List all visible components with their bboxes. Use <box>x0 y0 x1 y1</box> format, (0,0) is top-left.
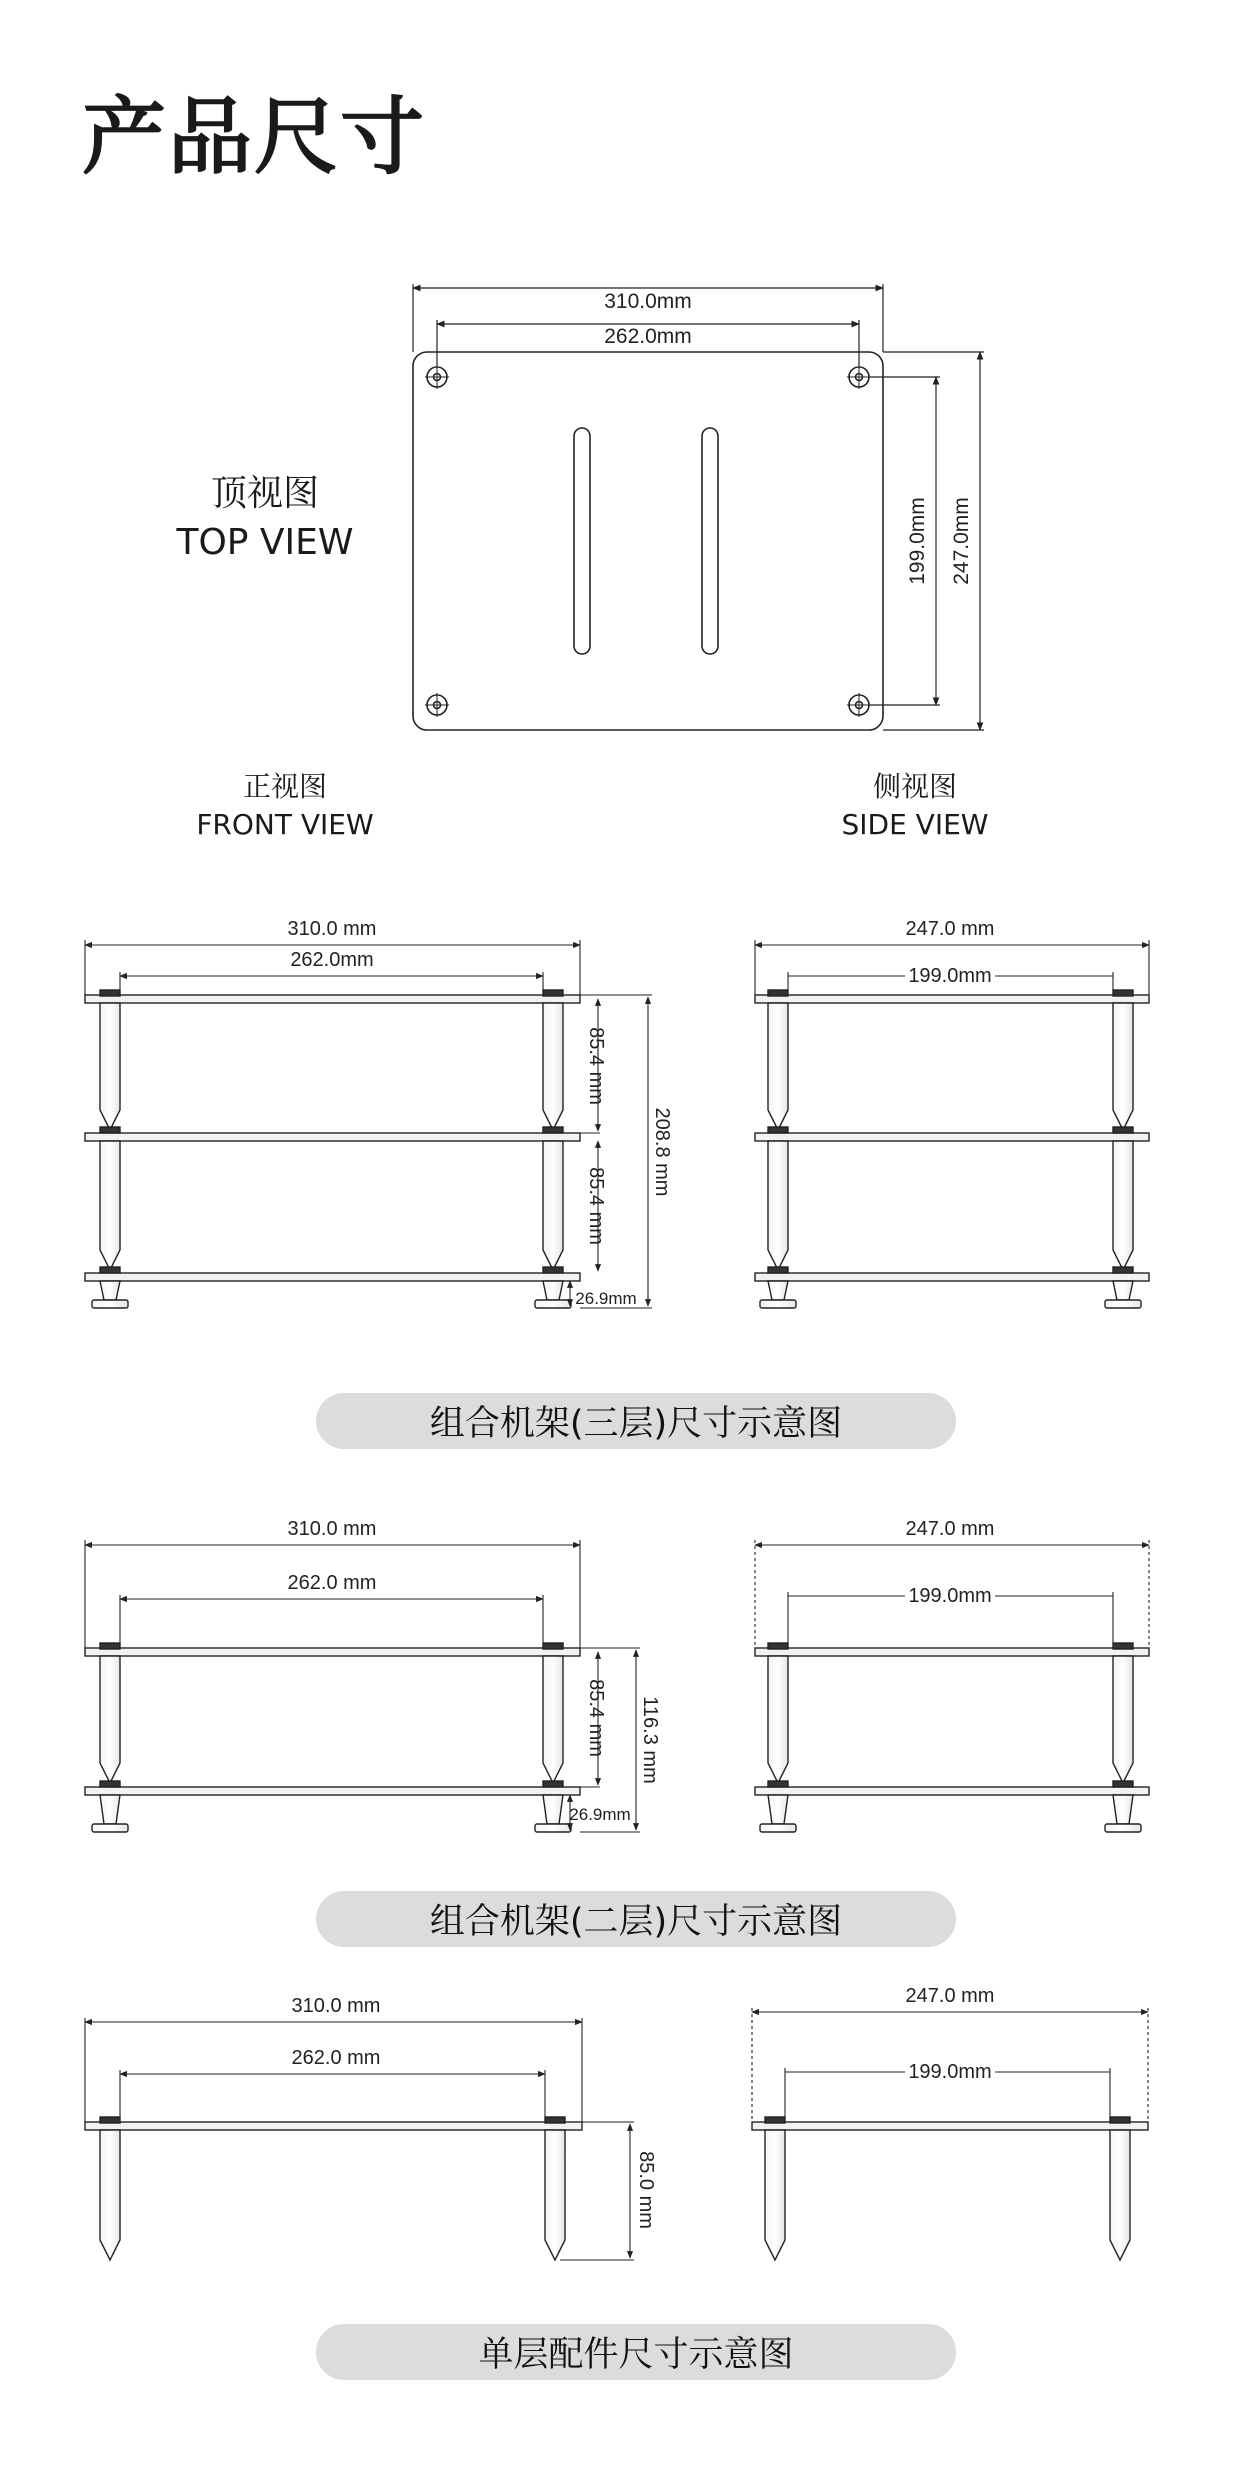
shelf-plate <box>755 1787 1149 1795</box>
rack-leg <box>535 1643 571 1832</box>
shelf-plate <box>85 1648 580 1656</box>
three-side-depth: 247.0 mm <box>905 918 995 940</box>
two-front-tier1: 85.4 mm <box>585 1679 607 1757</box>
rack-leg <box>760 1643 796 1832</box>
rack-leg <box>1110 2117 1130 2260</box>
top-dim-depth: 247.0mm <box>950 497 973 585</box>
three-front-hole-width: 262.0mm <box>290 949 374 971</box>
rack-leg <box>92 1643 128 1832</box>
caption-single-tier: 单层配件尺寸示意图 <box>316 2324 956 2380</box>
rack-leg <box>535 990 571 1308</box>
three-front-foot: 26.9mm <box>575 1289 637 1308</box>
caption-two-tier: 组合机架(二层)尺寸示意图 <box>316 1891 956 1947</box>
shelf-plate <box>755 995 1149 1003</box>
two-front-hole-width: 262.0 mm <box>287 1572 377 1594</box>
mount-hole <box>847 693 871 717</box>
single-tier-side-drawing <box>752 2008 1148 2260</box>
three-front-width: 310.0 mm <box>287 918 377 940</box>
shelf-plate <box>755 1133 1149 1141</box>
top-plate <box>413 352 883 730</box>
rack-leg <box>1105 1643 1141 1832</box>
three-side-hole-depth: 199.0mm <box>908 965 992 987</box>
two-side-depth: 247.0 mm <box>905 1518 995 1540</box>
single-front-hole-width: 262.0 mm <box>291 2047 381 2069</box>
front-view-label-en: FRONT VIEW <box>196 807 374 841</box>
page-title: 产品尺寸 <box>82 88 427 186</box>
top-view-label-zh: 顶视图 <box>210 473 319 514</box>
mount-hole <box>425 693 449 717</box>
two-tier-side-drawing <box>755 1540 1149 1832</box>
mount-hole <box>425 365 449 389</box>
shelf-plate <box>85 2122 582 2130</box>
rack-leg <box>760 990 796 1308</box>
top-dim-width: 310.0mm <box>604 290 692 313</box>
top-view-drawing <box>413 284 984 730</box>
single-front-height: 85.0 mm <box>635 2151 657 2229</box>
rack-leg <box>545 2117 565 2260</box>
top-dim-hole-width: 262.0mm <box>604 325 692 348</box>
three-tier-side-drawing <box>755 940 1149 1308</box>
three-tier-front-drawing <box>85 940 652 1308</box>
shelf-plate <box>755 1273 1149 1281</box>
front-view-label-zh: 正视图 <box>242 770 327 803</box>
shelf-plate <box>755 1648 1149 1656</box>
rack-leg <box>765 2117 785 2260</box>
rack-leg <box>100 2117 120 2260</box>
two-front-width: 310.0 mm <box>287 1518 377 1540</box>
two-side-hole-depth: 199.0mm <box>908 1585 992 1607</box>
three-front-tier1: 85.4 mm <box>585 1027 607 1105</box>
two-front-foot: 26.9mm <box>569 1805 631 1824</box>
shelf-plate <box>85 1133 580 1141</box>
side-view-label-zh: 侧视图 <box>872 770 957 803</box>
single-front-width: 310.0 mm <box>291 1995 381 2017</box>
rack-leg <box>1105 990 1141 1308</box>
shelf-plate <box>752 2122 1148 2130</box>
shelf-plate <box>85 1273 580 1281</box>
single-side-hole-depth: 199.0mm <box>908 2061 992 2083</box>
top-dim-hole-depth: 199.0mm <box>906 497 929 585</box>
three-front-total: 208.8 mm <box>651 1107 673 1197</box>
side-view-label-en: SIDE VIEW <box>841 807 989 841</box>
shelf-plate <box>85 995 580 1003</box>
caption-three-tier: 组合机架(三层)尺寸示意图 <box>316 1393 956 1449</box>
plate-slot <box>702 428 718 654</box>
plate-slot <box>574 428 590 654</box>
single-side-depth: 247.0 mm <box>905 1985 995 2007</box>
shelf-plate <box>85 1787 580 1795</box>
two-front-total: 116.3 mm <box>639 1696 661 1784</box>
three-front-tier2: 85.4 mm <box>585 1167 607 1245</box>
top-view-label-en: TOP VIEW <box>176 521 354 563</box>
rack-leg <box>92 990 128 1308</box>
mount-hole <box>847 365 871 389</box>
